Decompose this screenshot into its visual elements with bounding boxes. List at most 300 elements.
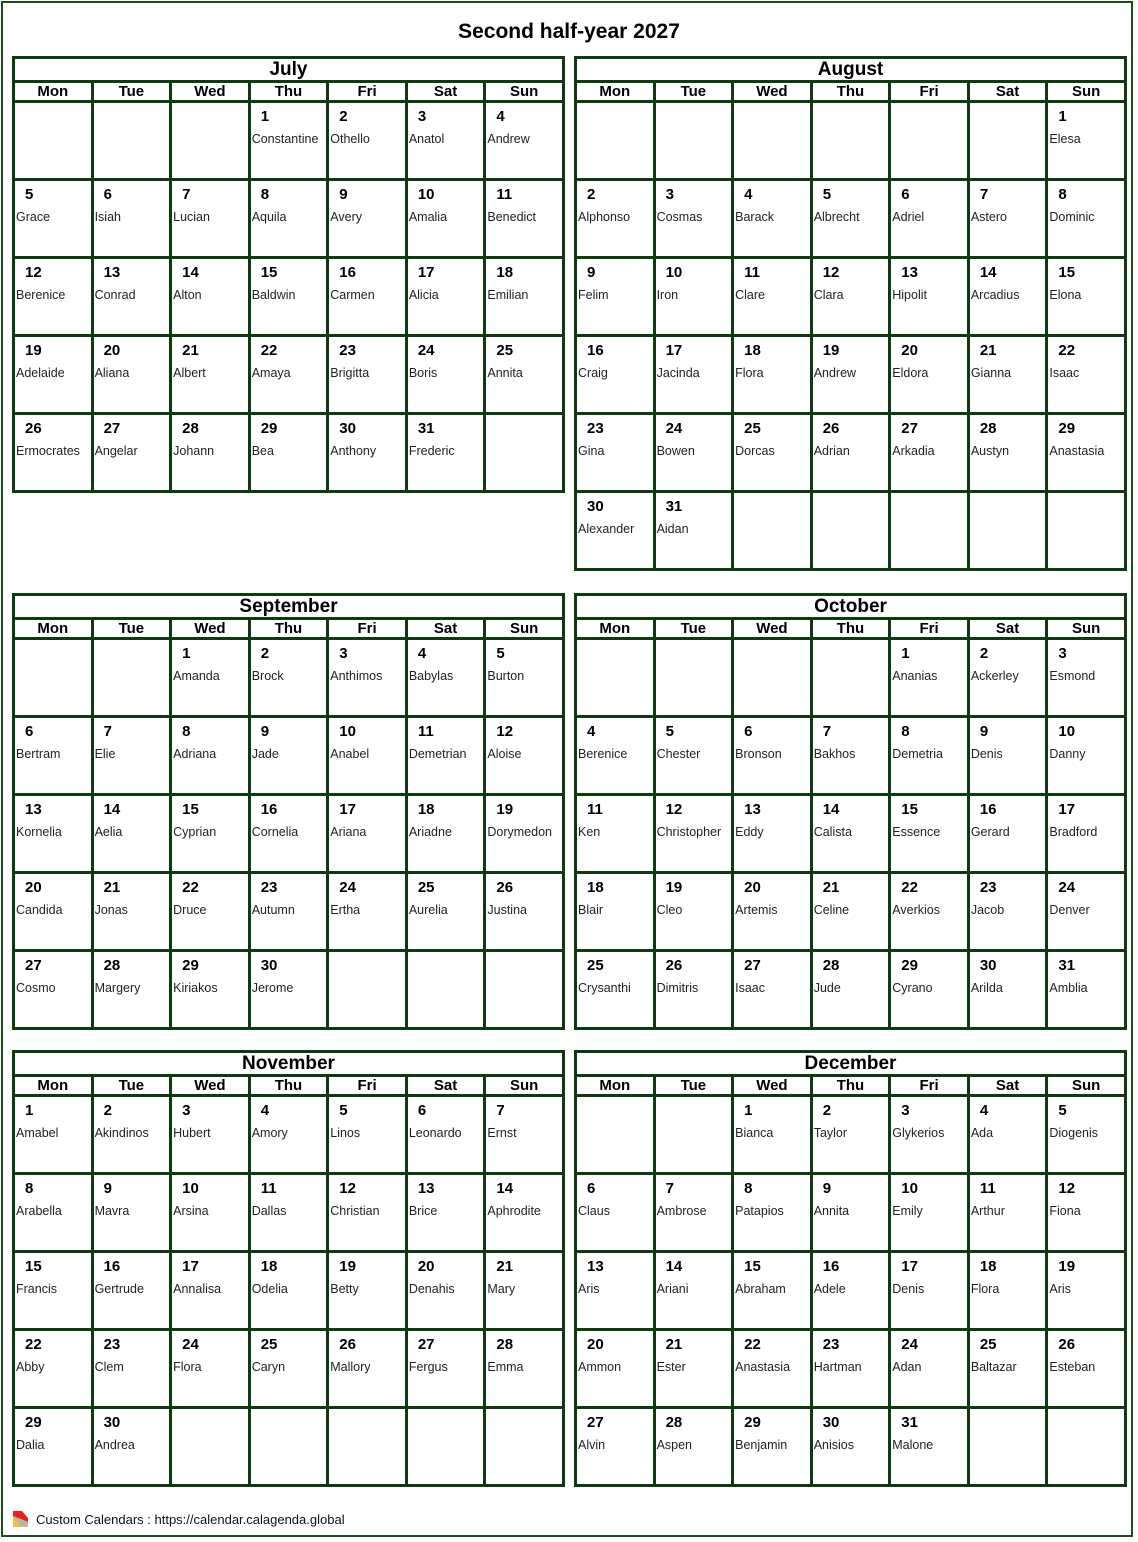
day-cell[interactable]	[1047, 951, 1126, 1029]
weekday-header: Mon	[14, 1076, 93, 1096]
weekday-header: Sun	[1047, 619, 1126, 639]
day-cell[interactable]	[811, 1252, 890, 1330]
day-cell[interactable]	[576, 414, 655, 492]
day-number: 25	[496, 342, 514, 359]
day-cell[interactable]	[406, 180, 485, 258]
day-cell[interactable]	[171, 258, 250, 336]
day-cell[interactable]	[733, 1096, 812, 1174]
name-day: Hubert	[173, 1126, 211, 1140]
day-cell[interactable]	[328, 180, 407, 258]
day-cell[interactable]	[733, 336, 812, 414]
name-day: Bertram	[16, 747, 61, 761]
day-number: 13	[103, 264, 121, 281]
name-day: Glykerios	[892, 1126, 945, 1140]
day-cell[interactable]	[811, 180, 890, 258]
name-day: Conrad	[94, 288, 136, 302]
day-number: 18	[417, 801, 435, 818]
day-cell[interactable]	[171, 180, 250, 258]
day-cell[interactable]	[328, 414, 407, 492]
day-number: 23	[339, 342, 356, 359]
day-cell[interactable]	[576, 1330, 655, 1408]
day-cell[interactable]	[576, 1252, 655, 1330]
day-cell[interactable]	[406, 1174, 485, 1252]
day-cell[interactable]	[14, 1096, 93, 1174]
day-cell[interactable]	[811, 1330, 890, 1408]
name-day: Arcadius	[970, 288, 1020, 302]
name-day: Johann	[173, 444, 215, 458]
day-number: 11	[496, 186, 513, 203]
day-cell[interactable]	[576, 1174, 655, 1252]
day-cell[interactable]	[406, 102, 485, 180]
day-cell[interactable]	[968, 180, 1047, 258]
day-cell[interactable]	[811, 1408, 890, 1486]
day-cell[interactable]	[890, 717, 969, 795]
day-cell[interactable]	[14, 795, 93, 873]
name-day: Alicia	[408, 288, 439, 302]
day-cell[interactable]	[249, 951, 328, 1029]
day-number: 15	[25, 1258, 42, 1275]
day-cell[interactable]	[890, 795, 969, 873]
day-cell[interactable]	[328, 336, 407, 414]
day-cell[interactable]	[485, 336, 564, 414]
day-cell[interactable]	[1047, 1330, 1126, 1408]
name-day: Anastasia	[735, 1360, 791, 1374]
weekday-header: Wed	[171, 619, 250, 639]
day-number: 20	[587, 1336, 604, 1353]
day-cell[interactable]	[485, 102, 564, 180]
day-number: 22	[182, 879, 199, 896]
day-cell[interactable]	[576, 492, 655, 570]
name-day: Aris	[578, 1282, 600, 1296]
weekday-header: Sat	[406, 82, 485, 102]
day-cell[interactable]	[968, 414, 1047, 492]
day-cell[interactable]	[406, 1330, 485, 1408]
day-cell[interactable]	[733, 1252, 812, 1330]
name-day: Denahis	[408, 1282, 455, 1296]
day-cell[interactable]	[576, 951, 655, 1029]
name-day: Margery	[94, 981, 141, 995]
day-cell[interactable]	[14, 1330, 93, 1408]
day-cell[interactable]	[1047, 414, 1126, 492]
name-day: Gerard	[970, 825, 1010, 839]
day-cell[interactable]	[171, 873, 250, 951]
day-cell[interactable]	[890, 951, 969, 1029]
empty-day-cell	[890, 102, 969, 180]
day-cell[interactable]	[92, 1252, 171, 1330]
empty-day-cell	[811, 639, 890, 717]
day-cell[interactable]	[249, 1252, 328, 1330]
day-cell[interactable]	[811, 258, 890, 336]
day-cell[interactable]	[811, 1096, 890, 1174]
day-cell[interactable]	[249, 717, 328, 795]
day-cell[interactable]	[249, 1174, 328, 1252]
day-cell[interactable]	[890, 258, 969, 336]
day-cell[interactable]	[1047, 180, 1126, 258]
day-cell[interactable]	[733, 951, 812, 1029]
day-cell[interactable]	[968, 951, 1047, 1029]
name-day: Bowen	[656, 444, 695, 458]
empty-day-cell	[328, 951, 407, 1029]
day-cell[interactable]	[1047, 336, 1126, 414]
day-cell[interactable]	[14, 873, 93, 951]
day-cell[interactable]	[14, 1408, 93, 1486]
day-cell[interactable]	[890, 1408, 969, 1486]
day-cell[interactable]	[485, 1096, 564, 1174]
day-cell[interactable]	[328, 873, 407, 951]
day-cell[interactable]	[92, 951, 171, 1029]
name-day: Brigitta	[330, 366, 370, 380]
day-cell[interactable]	[890, 336, 969, 414]
day-number: 19	[822, 342, 840, 359]
day-number: 22	[1058, 342, 1076, 359]
day-cell[interactable]	[249, 258, 328, 336]
name-day: Carmen	[330, 288, 375, 302]
weekday-header: Fri	[328, 1076, 407, 1096]
weekday-header: Thu	[249, 1076, 328, 1096]
day-cell[interactable]	[890, 873, 969, 951]
name-day: Annalisa	[173, 1282, 222, 1296]
day-cell[interactable]	[890, 1174, 969, 1252]
day-cell[interactable]	[576, 258, 655, 336]
day-cell[interactable]	[654, 414, 733, 492]
day-number: 24	[339, 879, 356, 896]
day-cell[interactable]	[171, 1096, 250, 1174]
day-cell[interactable]	[733, 258, 812, 336]
day-cell[interactable]	[811, 717, 890, 795]
day-number: 17	[417, 264, 435, 281]
day-cell[interactable]	[890, 1252, 969, 1330]
day-number: 27	[417, 1336, 435, 1353]
day-cell[interactable]	[811, 336, 890, 414]
day-cell[interactable]	[1047, 1252, 1126, 1330]
day-cell[interactable]	[811, 795, 890, 873]
day-cell[interactable]	[1047, 873, 1126, 951]
day-cell[interactable]	[654, 1252, 733, 1330]
day-cell[interactable]	[733, 717, 812, 795]
day-cell[interactable]	[92, 717, 171, 795]
name-day: Arabella	[16, 1204, 62, 1218]
day-number: 14	[822, 801, 840, 818]
day-cell[interactable]	[406, 1096, 485, 1174]
day-cell[interactable]	[576, 873, 655, 951]
day-cell[interactable]	[890, 1330, 969, 1408]
day-cell[interactable]	[328, 258, 407, 336]
name-day: Isaac	[735, 981, 766, 995]
day-cell[interactable]	[576, 795, 655, 873]
day-cell[interactable]	[968, 336, 1047, 414]
day-cell[interactable]	[485, 1174, 564, 1252]
day-cell[interactable]	[14, 414, 93, 492]
day-number: 29	[260, 420, 278, 437]
day-cell[interactable]	[92, 258, 171, 336]
name-day: Aidan	[656, 522, 689, 536]
day-number: 28	[822, 957, 840, 974]
day-number: 20	[417, 1258, 435, 1275]
day-number: 4	[417, 645, 427, 662]
day-cell[interactable]	[328, 1252, 407, 1330]
day-number: 8	[260, 186, 270, 203]
day-cell[interactable]	[811, 951, 890, 1029]
day-cell[interactable]	[485, 258, 564, 336]
day-cell[interactable]	[968, 1252, 1047, 1330]
day-cell[interactable]	[249, 639, 328, 717]
day-cell[interactable]	[1047, 639, 1126, 717]
day-number: 11	[744, 264, 760, 281]
day-cell[interactable]	[654, 336, 733, 414]
name-day: Ariani	[656, 1282, 689, 1296]
day-cell[interactable]	[171, 1174, 250, 1252]
empty-day-cell	[14, 639, 93, 717]
day-cell[interactable]	[485, 795, 564, 873]
day-cell[interactable]	[485, 1330, 564, 1408]
day-cell[interactable]	[811, 414, 890, 492]
name-day: Alton	[173, 288, 202, 302]
day-number: 14	[979, 264, 997, 281]
day-cell[interactable]	[733, 1174, 812, 1252]
day-cell[interactable]	[249, 180, 328, 258]
day-cell[interactable]	[485, 180, 564, 258]
day-cell[interactable]	[654, 492, 733, 570]
day-cell[interactable]	[406, 639, 485, 717]
name-day: Ammon	[578, 1360, 622, 1374]
name-day: Adrian	[813, 444, 850, 458]
name-day: Frederic	[408, 444, 455, 458]
name-day: Dorymedon	[487, 825, 552, 839]
name-day: Jonas	[94, 903, 128, 917]
day-cell[interactable]	[485, 1252, 564, 1330]
day-number: 24	[417, 342, 435, 359]
day-cell[interactable]	[654, 180, 733, 258]
weekday-header: Fri	[328, 619, 407, 639]
day-cell[interactable]	[1047, 717, 1126, 795]
day-cell[interactable]	[576, 1408, 655, 1486]
day-number: 7	[496, 1102, 505, 1119]
day-number: 22	[744, 1336, 761, 1353]
day-number: 13	[25, 801, 42, 818]
day-cell[interactable]	[92, 336, 171, 414]
day-cell[interactable]	[14, 1252, 93, 1330]
day-number: 28	[496, 1336, 514, 1353]
day-cell[interactable]	[576, 336, 655, 414]
day-number: 15	[901, 801, 918, 818]
day-cell[interactable]	[328, 795, 407, 873]
day-cell[interactable]	[1047, 1096, 1126, 1174]
day-cell[interactable]	[406, 336, 485, 414]
day-cell[interactable]	[968, 258, 1047, 336]
day-cell[interactable]	[249, 102, 328, 180]
day-cell[interactable]	[733, 1330, 812, 1408]
day-cell[interactable]	[406, 873, 485, 951]
day-cell[interactable]	[1047, 795, 1126, 873]
name-day: Baldwin	[251, 288, 296, 302]
day-number: 20	[103, 342, 121, 359]
day-cell[interactable]	[92, 1330, 171, 1408]
day-cell[interactable]	[968, 1174, 1047, 1252]
day-cell[interactable]	[733, 795, 812, 873]
day-number: 12	[496, 723, 514, 740]
day-cell[interactable]	[485, 717, 564, 795]
day-cell[interactable]	[406, 258, 485, 336]
day-cell[interactable]	[14, 951, 93, 1029]
day-cell[interactable]	[890, 1096, 969, 1174]
day-cell[interactable]	[171, 717, 250, 795]
name-day: Annita	[487, 366, 523, 380]
day-cell[interactable]	[811, 873, 890, 951]
day-number: 29	[901, 957, 918, 974]
day-number: 10	[339, 723, 356, 740]
day-cell[interactable]	[406, 414, 485, 492]
day-cell[interactable]	[968, 717, 1047, 795]
day-cell[interactable]	[171, 951, 250, 1029]
empty-day-cell	[811, 102, 890, 180]
day-cell[interactable]	[406, 1252, 485, 1330]
day-number: 21	[822, 879, 840, 896]
name-day: Francis	[16, 1282, 57, 1296]
name-day: Cornelia	[251, 825, 299, 839]
day-cell[interactable]	[92, 180, 171, 258]
day-cell[interactable]	[733, 1408, 812, 1486]
weekday-header: Sat	[968, 1076, 1047, 1096]
day-cell[interactable]	[485, 873, 564, 951]
day-cell[interactable]	[654, 258, 733, 336]
day-cell[interactable]	[654, 951, 733, 1029]
day-cell[interactable]	[890, 414, 969, 492]
name-day: Isiah	[94, 210, 121, 224]
day-cell[interactable]	[171, 639, 250, 717]
day-cell[interactable]	[14, 717, 93, 795]
day-cell[interactable]	[654, 717, 733, 795]
name-day: Emma	[487, 1360, 524, 1374]
name-day: Celine	[813, 903, 850, 917]
day-cell[interactable]	[14, 1174, 93, 1252]
day-cell[interactable]	[92, 1408, 171, 1486]
day-cell[interactable]	[92, 873, 171, 951]
day-number: 4	[260, 1102, 270, 1119]
day-cell[interactable]	[249, 1330, 328, 1408]
name-day: Cleo	[656, 903, 683, 917]
day-cell[interactable]	[92, 1174, 171, 1252]
day-number: 13	[417, 1180, 435, 1197]
name-day: Christopher	[656, 825, 722, 839]
day-cell[interactable]	[328, 1330, 407, 1408]
day-cell[interactable]	[654, 873, 733, 951]
day-cell[interactable]	[968, 873, 1047, 951]
day-cell[interactable]	[733, 414, 812, 492]
day-cell[interactable]	[1047, 102, 1126, 180]
day-cell[interactable]	[485, 639, 564, 717]
name-day: Mallory	[330, 1360, 371, 1374]
day-cell[interactable]	[968, 795, 1047, 873]
day-cell[interactable]	[249, 336, 328, 414]
name-day: Hipolit	[892, 288, 927, 302]
day-number: 30	[587, 498, 604, 515]
day-cell[interactable]	[249, 873, 328, 951]
day-cell[interactable]	[92, 414, 171, 492]
day-cell[interactable]	[249, 414, 328, 492]
name-day: Kornelia	[16, 825, 62, 839]
day-number: 6	[103, 186, 112, 203]
day-cell[interactable]	[171, 336, 250, 414]
day-number: 25	[979, 1336, 997, 1353]
day-cell[interactable]	[14, 336, 93, 414]
weekday-header: Sat	[968, 619, 1047, 639]
name-day: Anthony	[330, 444, 377, 458]
day-cell[interactable]	[328, 639, 407, 717]
day-cell[interactable]	[171, 414, 250, 492]
day-number: 30	[822, 1414, 840, 1431]
day-cell[interactable]	[654, 1174, 733, 1252]
day-cell[interactable]	[92, 795, 171, 873]
name-day: Aelia	[94, 825, 123, 839]
name-day: Ester	[656, 1360, 686, 1374]
empty-day-cell	[14, 102, 93, 180]
day-cell[interactable]	[890, 639, 969, 717]
day-cell[interactable]	[576, 717, 655, 795]
day-number: 6	[587, 1180, 596, 1197]
day-cell[interactable]	[890, 180, 969, 258]
day-cell[interactable]	[171, 1252, 250, 1330]
day-cell[interactable]	[576, 180, 655, 258]
day-cell[interactable]	[968, 1330, 1047, 1408]
name-day: Othello	[330, 132, 370, 146]
name-day: Artemis	[735, 903, 778, 917]
day-cell[interactable]	[654, 1408, 733, 1486]
day-number: 1	[744, 1102, 753, 1119]
name-day: Craig	[578, 366, 608, 380]
day-cell[interactable]	[171, 795, 250, 873]
day-number: 8	[744, 1180, 753, 1197]
day-cell[interactable]	[733, 180, 812, 258]
day-cell[interactable]	[968, 639, 1047, 717]
name-day: Ariana	[330, 825, 367, 839]
day-cell[interactable]	[1047, 1174, 1126, 1252]
day-number: 21	[496, 1258, 514, 1275]
weekday-header: Fri	[328, 82, 407, 102]
day-cell[interactable]	[328, 102, 407, 180]
day-cell[interactable]	[811, 1174, 890, 1252]
day-number: 24	[182, 1336, 199, 1353]
empty-day-cell	[654, 639, 733, 717]
day-cell[interactable]	[171, 1330, 250, 1408]
day-cell[interactable]	[14, 180, 93, 258]
day-cell[interactable]	[328, 1096, 407, 1174]
day-cell[interactable]	[654, 795, 733, 873]
day-cell[interactable]	[1047, 258, 1126, 336]
day-cell[interactable]	[733, 873, 812, 951]
day-cell[interactable]	[328, 1174, 407, 1252]
day-cell[interactable]	[406, 717, 485, 795]
day-cell[interactable]	[92, 1096, 171, 1174]
name-day: Aliana	[94, 366, 130, 380]
day-number: 27	[103, 420, 121, 437]
footer-link[interactable]: Custom Calendars : https://calendar.calagenda.global	[36, 1511, 345, 1527]
name-day: Gina	[578, 444, 605, 458]
name-day: Angelar	[94, 444, 138, 458]
name-day: Adan	[892, 1360, 922, 1374]
name-day: Amory	[251, 1126, 288, 1140]
day-cell[interactable]	[249, 795, 328, 873]
day-cell[interactable]	[328, 717, 407, 795]
day-cell[interactable]	[968, 1096, 1047, 1174]
weekday-header: Wed	[171, 1076, 250, 1096]
day-cell[interactable]	[406, 795, 485, 873]
day-number: 16	[587, 342, 604, 359]
day-cell[interactable]	[249, 1096, 328, 1174]
empty-day-cell	[1047, 1408, 1126, 1486]
day-cell[interactable]	[14, 258, 93, 336]
day-number: 9	[260, 723, 270, 740]
day-cell[interactable]	[654, 1330, 733, 1408]
